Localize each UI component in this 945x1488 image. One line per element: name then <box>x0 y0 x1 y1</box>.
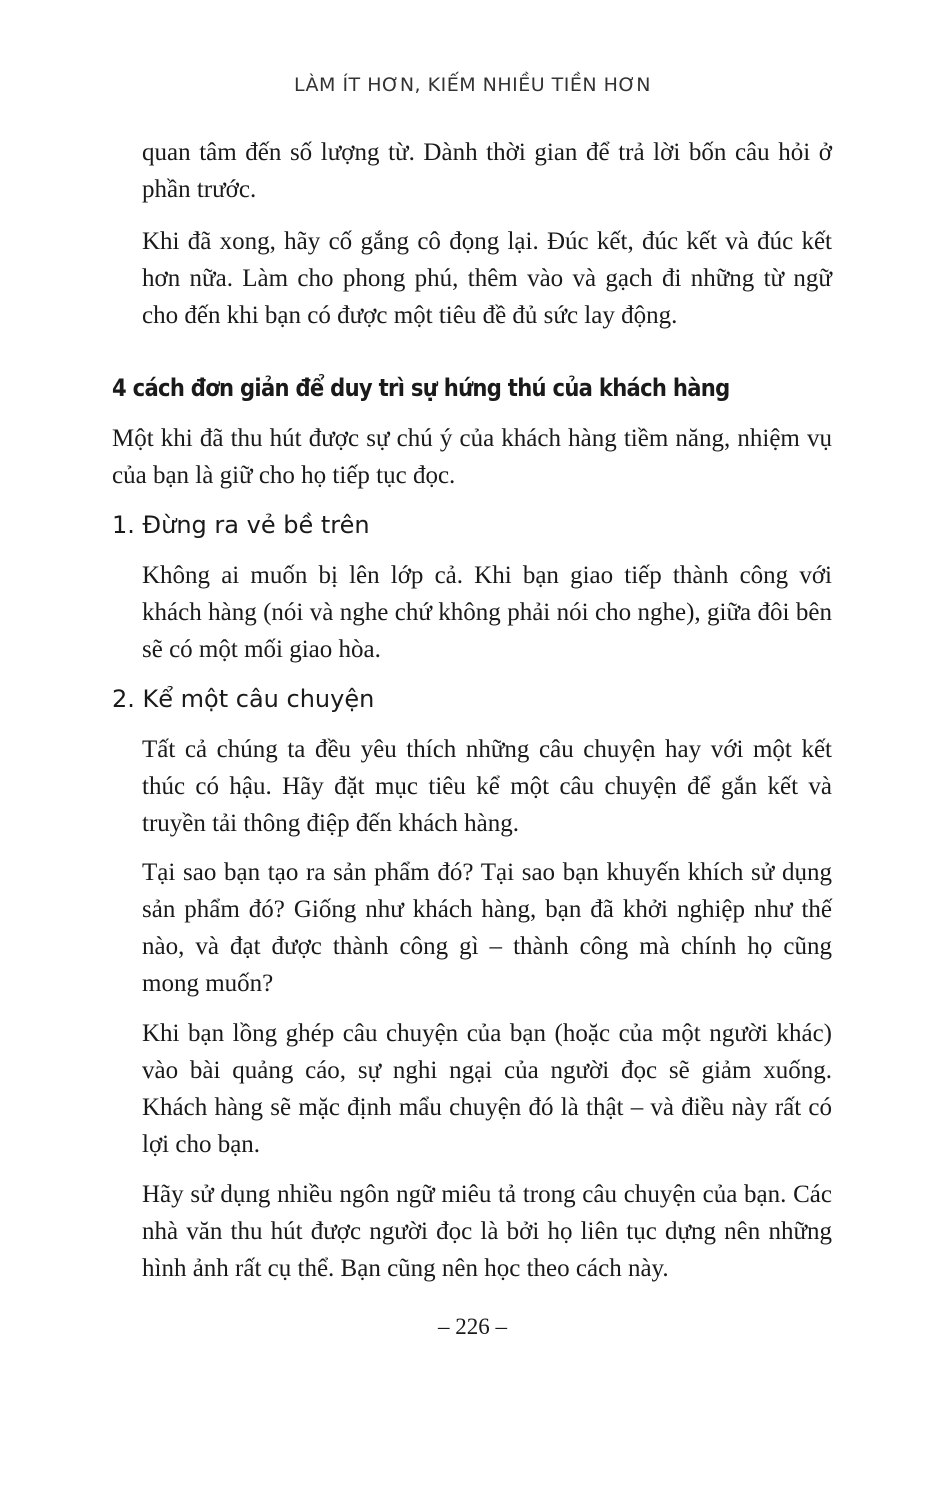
paragraph-continued: quan tâm đến số lượng từ. Dành thời gian để trả lời bốn câu hỏi ở phần trước. <box>142 139 832 203</box>
list-item-2-body-4: Hãy sử dụng nhiều ngôn ngữ miêu tả trong câu chuyện của bạn. Các nhà văn thu hút được người đọc là bởi họ liên tục dựng nên những hình ảnh rất cụ thể. Bạn cũng nên học theo cách này. <box>142 1181 832 1282</box>
list-item-2-body-3: Khi bạn lồng ghép câu chuyện của bạn (hoặc của một người khác) vào bài quảng cáo, sự nghi ngại của người đọc sẽ giảm xuống. Khách hàng sẽ mặc định mẩu chuyện đó là thật – và điều này rất có lợi cho bạn. <box>142 1020 832 1158</box>
running-head: LÀM ÍT HƠN, KIẾM NHIỀU TIỀN HƠN <box>294 74 651 96</box>
section-heading: 4 cách đơn giản để duy trì sự hứng thú của khách hàng <box>112 374 730 402</box>
paragraph-intro: Một khi đã thu hút được sự chú ý của khách hàng tiềm năng, nhiệm vụ của bạn là giữ cho họ tiếp tục đọc. <box>112 425 832 489</box>
list-item-1-body: Không ai muốn bị lên lớp cả. Khi bạn giao tiếp thành công với khách hàng (nói và nghe chứ không phải nói cho nghe), giữa đôi bên sẽ có một mối giao hòa. <box>142 562 832 663</box>
list-item-2-body-1: Tất cả chúng ta đều yêu thích những câu chuyện hay với một kết thúc có hậu. Hãy đặt mục tiêu kể một câu chuyện để gắn kết và truyền tải thông điệp đến khách hàng. <box>142 736 832 837</box>
list-item-2: 2. Kể một câu chuyện <box>112 685 375 713</box>
paragraph-condense: Khi đã xong, hãy cố gắng cô đọng lại. Đúc kết, đúc kết và đúc kết hơn nữa. Làm cho phong phú, thêm vào và gạch đi những từ ngữ cho đến khi bạn có được một tiêu đề đủ sức lay động. <box>142 228 832 329</box>
list-item-2-body-2: Tại sao bạn tạo ra sản phẩm đó? Tại sao bạn khuyến khích sử dụng sản phẩm đó? Giống như khách hàng, bạn đã khởi nghiệp như thế nào, và đạt được thành công gì – thành công mà chính họ cũng mong muốn? <box>142 859 832 997</box>
page-number: – 226 – <box>438 1314 507 1339</box>
list-item-1: 1. Đừng ra vẻ bề trên <box>112 511 370 539</box>
